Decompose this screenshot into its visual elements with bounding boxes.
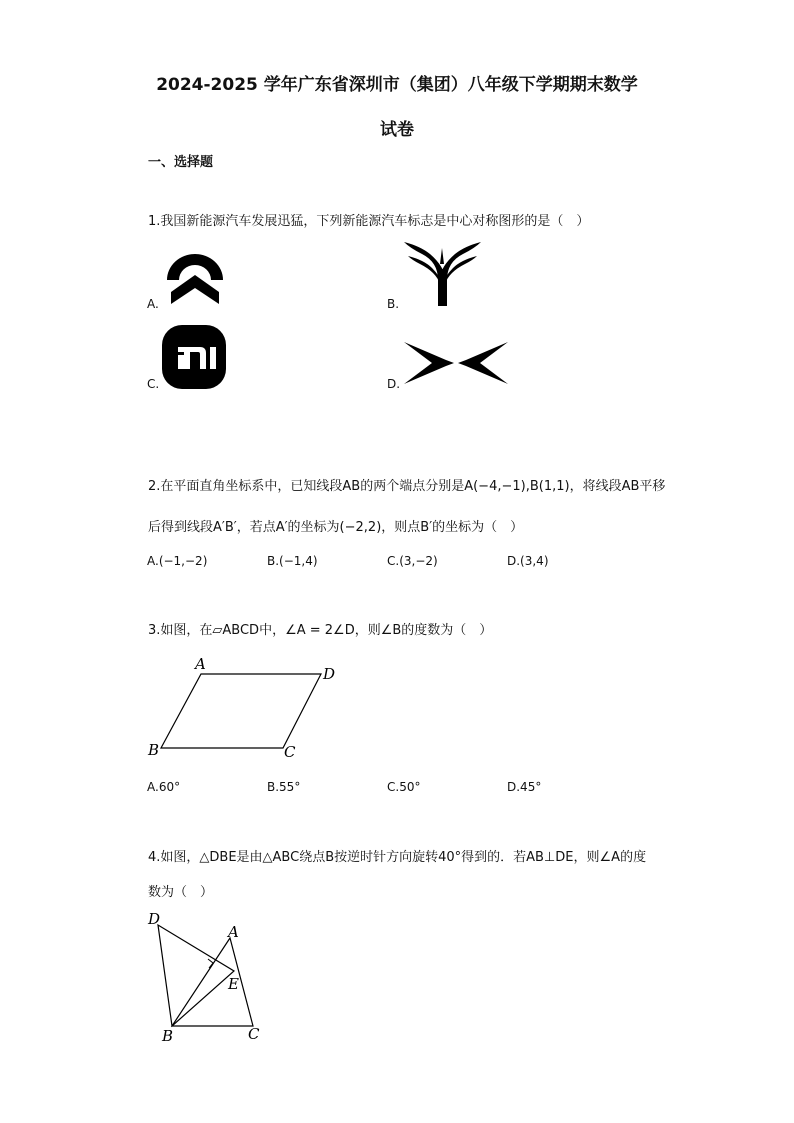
rotation-triangle-figure (140, 905, 280, 1045)
question-3-stem: 3.如图，在▱ABCD中，∠A = 2∠D，则∠B的度数为（ ） (148, 623, 493, 638)
question-2-stem-line1: 2.在平面直角坐标系中，已知线段AB的两个端点分别是A(−4,−1),B(1,1)，将线段AB平移 (148, 479, 666, 494)
mi-logo-icon (162, 325, 226, 389)
q3-option-a: A.60° (147, 780, 181, 794)
q3-option-d: D.45° (507, 780, 542, 794)
q1-option-a-label: A. (147, 297, 159, 311)
q2-option-b: B.(−1,4) (267, 554, 318, 568)
trident-logo-icon (400, 240, 485, 306)
vertex-label-d: D (148, 910, 161, 928)
exam-title-line2: 试卷 (380, 120, 414, 140)
q3-option-b: B.55° (267, 780, 301, 794)
q2-option-d: D.(3,4) (507, 554, 549, 568)
xpeng-logo-icon (402, 340, 510, 386)
q1-option-d-label: D. (387, 377, 401, 391)
q3-option-c: C.50° (387, 780, 421, 794)
vertex-label-e: E (228, 975, 239, 993)
parallelogram-figure (140, 652, 340, 764)
vertex-label-b: B (148, 741, 160, 759)
q1-option-c-label: C. (147, 377, 160, 391)
vertex-label-a: A (228, 923, 239, 941)
vertex-label-b: B (162, 1027, 174, 1045)
section-heading: 一、选择题 (148, 155, 214, 170)
question-1-stem: 1.我国新能源汽车发展迅猛，下列新能源汽车标志是中心对称图形的是（ ） (148, 214, 590, 229)
vertex-label-d: D (323, 665, 336, 683)
question-4-stem-line2: 数为（ ） (148, 885, 214, 900)
exam-title-line1: 2024-2025 学年广东省深圳市（集团）八年级下学期期末数学 (156, 75, 638, 95)
vertex-label-c: C (284, 743, 296, 761)
q1-option-b-label: B. (387, 297, 400, 311)
nio-logo-icon (163, 250, 227, 310)
vertex-label-c: C (248, 1025, 260, 1043)
q2-option-c: C.(3,−2) (387, 554, 438, 568)
vertex-label-a: A (195, 655, 206, 673)
question-2-stem-line2: 后得到线段A′B′，若点A′的坐标为(−2,2)，则点B′的坐标为（ ） (148, 520, 524, 535)
q2-option-a: A.(−1,−2) (147, 554, 208, 568)
question-4-stem-line1: 4.如图，△DBE是由△ABC绕点B按逆时针方向旋转40°得到的．若AB⊥DE，则∠A的度 (148, 850, 647, 865)
